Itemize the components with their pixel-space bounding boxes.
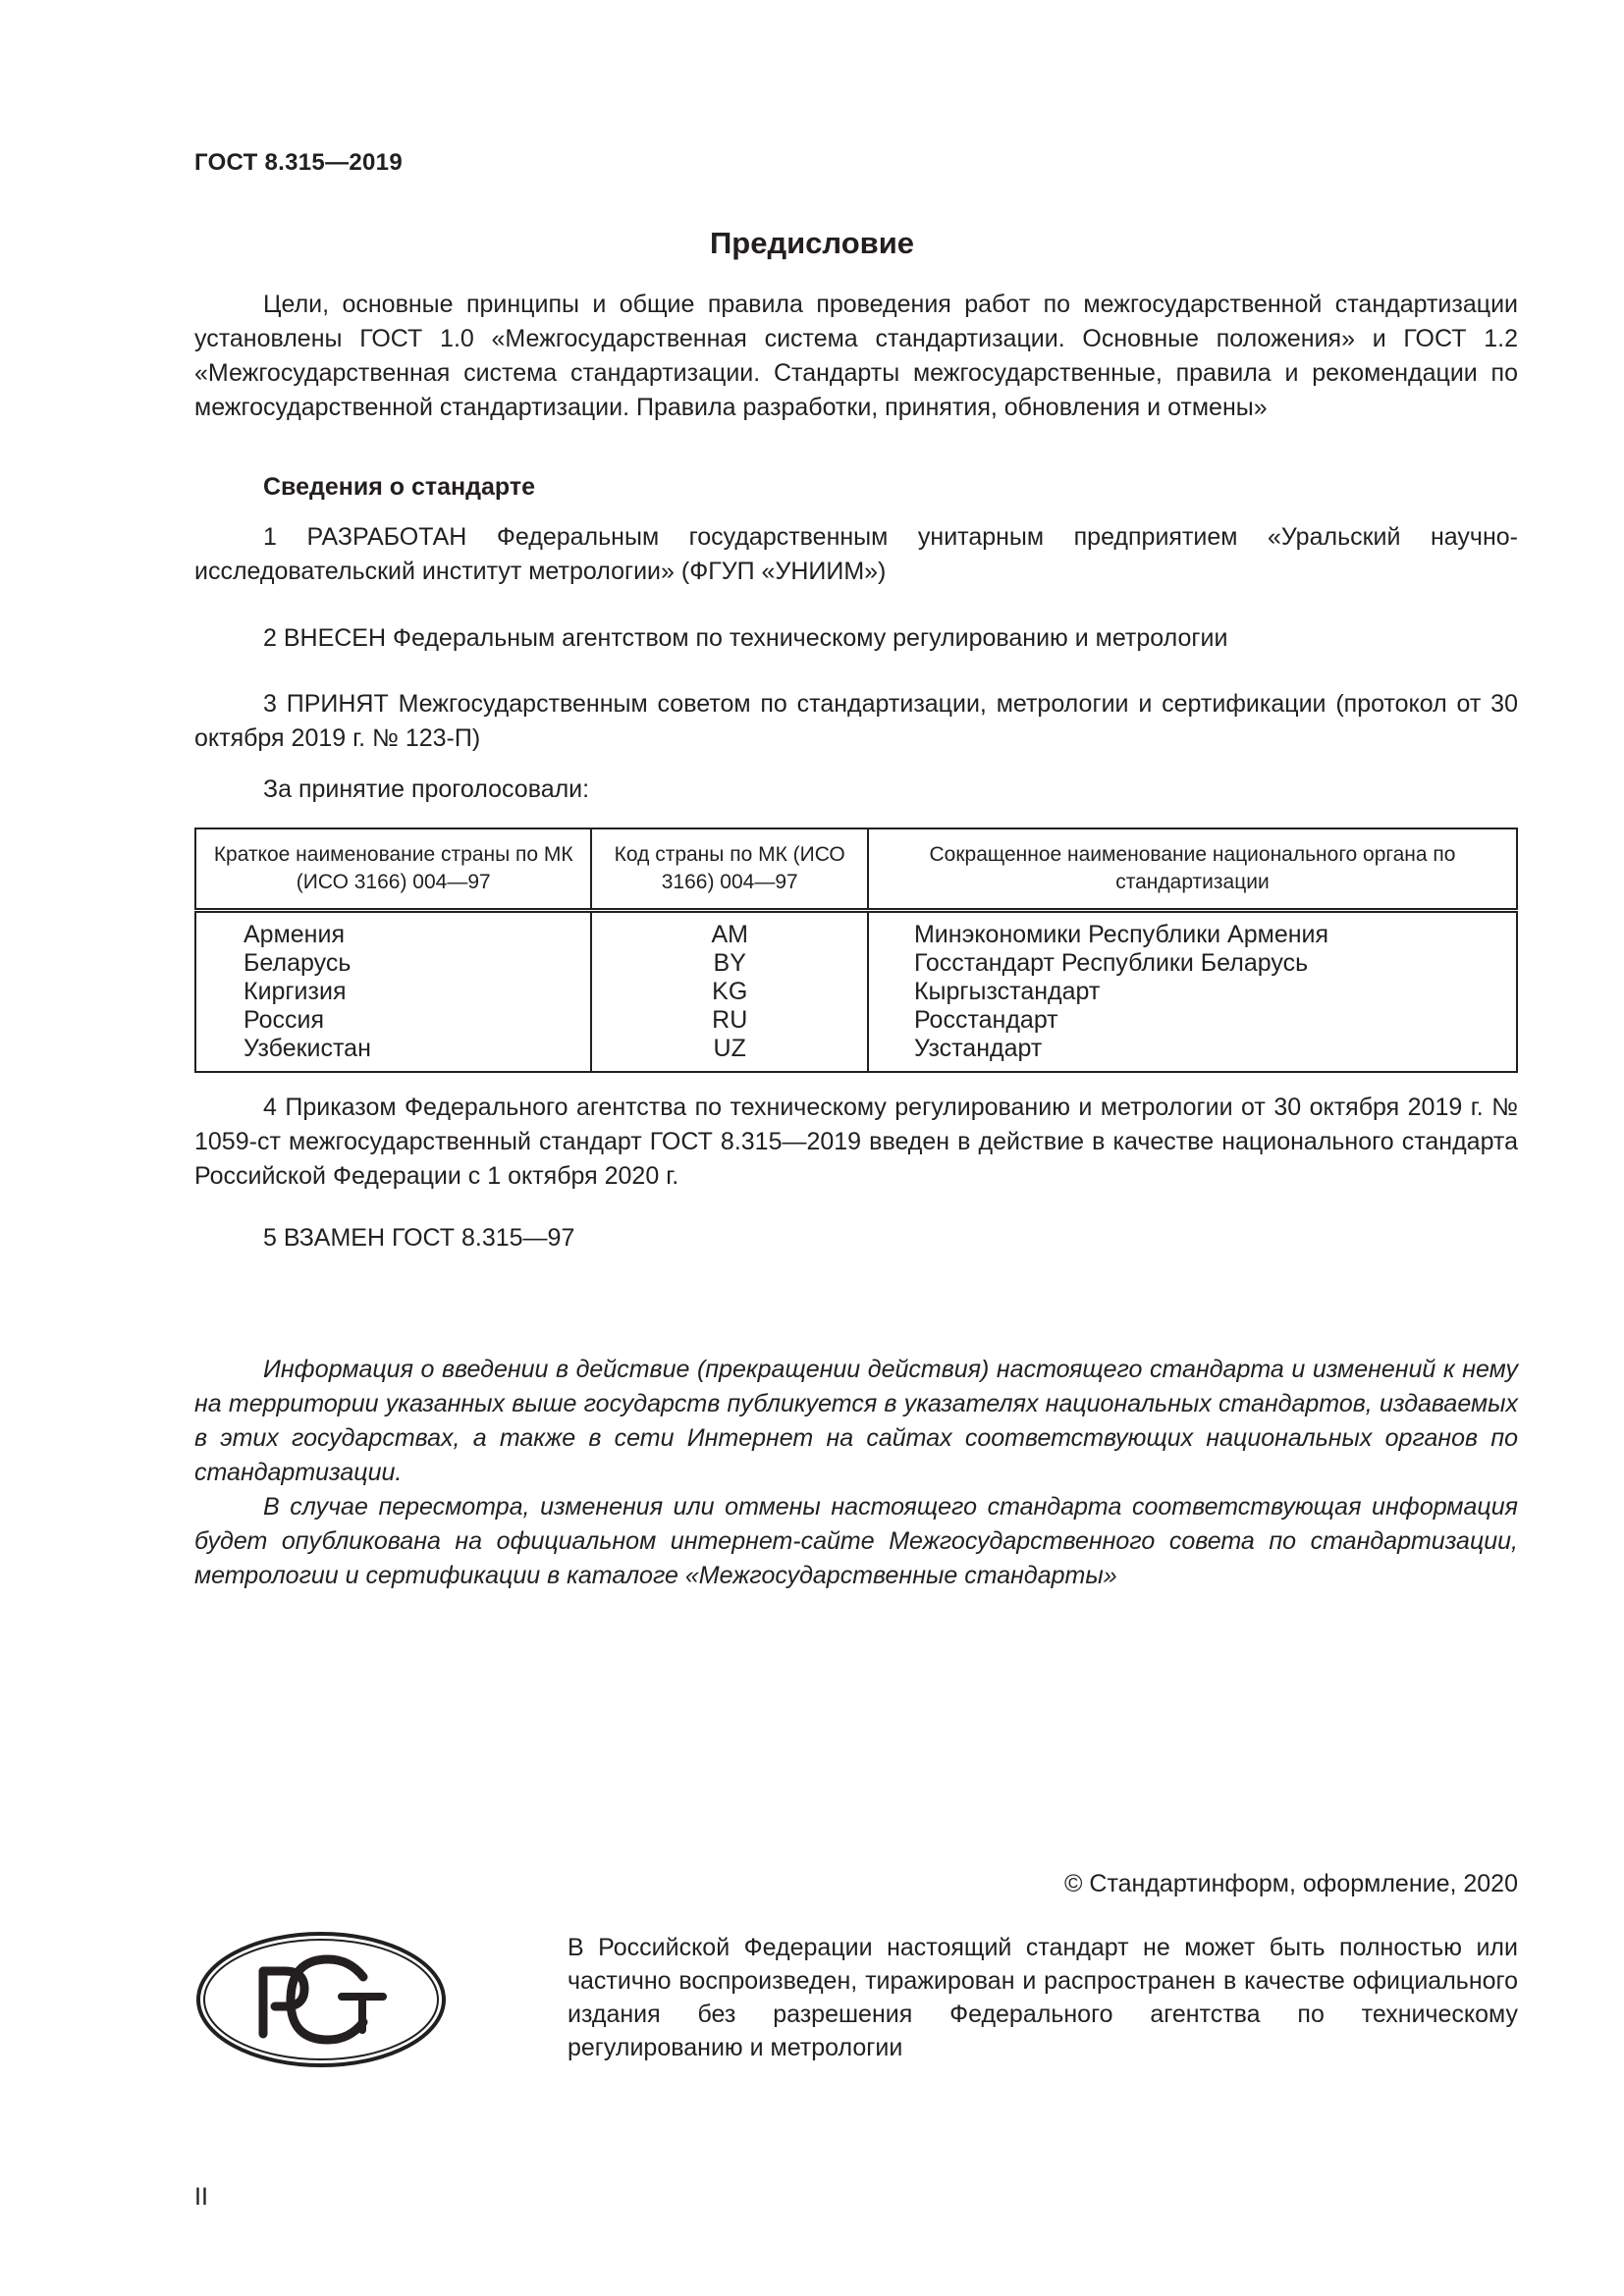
document-code: ГОСТ 8.315—2019 — [194, 149, 403, 176]
country-code: AM — [711, 921, 748, 948]
country-code: UZ — [713, 1035, 746, 1062]
voted-label: За принятие проголосовали: — [263, 775, 590, 803]
rights-paragraph — [568, 1931, 1518, 2064]
page-title: Предисловие — [709, 226, 914, 260]
country-names-cell — [195, 911, 591, 1073]
notice-paragraph-2 — [194, 1490, 1518, 1593]
item-2 — [194, 621, 1518, 656]
item-1 — [194, 520, 1518, 589]
country-code: RU — [712, 1006, 748, 1034]
item-3-text: 3 ПРИНЯТ Межгосударственным советом по стандартизации, метрологии и сертификации (протокол от 30 октября 2019 г. № 123-П) — [194, 690, 1518, 752]
country-name: Беларусь — [244, 949, 352, 977]
table-body-row — [195, 911, 1517, 1073]
country-code: KG — [712, 978, 748, 1005]
country-codes-cell — [591, 911, 868, 1073]
country-name: Киргизия — [244, 978, 347, 1005]
intro-paragraph — [194, 288, 1518, 425]
info-heading: Сведения о стандарте — [263, 473, 536, 501]
country-code: BY — [713, 949, 746, 977]
rights-text: В Российской Федерации настоящий стандарт не может быть полностью или частично воспроизведен, тиражирован и распространен в качестве официального издания без разрешения Федерального агентства по техническому регулированию и метрологии — [568, 1934, 1518, 2061]
notice-paragraph-1 — [194, 1353, 1518, 1490]
intro-text: Цели, основные принципы и общие правила проведения работ по межгосударственной стандартизации установлены ГОСТ 1.0 «Межгосударственная система стандартизации. Основные положения» и ГОСТ 1.2 «Межгосударственная система стандартизации. Стандарты межгосударственные, правила и рекомендации по межгосударственной стандартизации. Правила разработки, принятия, обновления и отмены» — [194, 291, 1518, 421]
voting-table — [194, 828, 1518, 1073]
rst-certification-mark-icon — [194, 1930, 448, 2074]
item-1-text: 1 РАЗРАБОТАН Федеральным государственным унитарным предприятием «Уральский научно-исследовательский институт метрологии» (ФГУП «УНИИМ») — [194, 523, 1518, 585]
country-name: Узбекистан — [244, 1035, 371, 1062]
copyright-line: © Стандартинформ, оформление, 2020 — [1064, 1870, 1518, 1897]
item-3 — [194, 687, 1518, 756]
item-4-text: 4 Приказом Федерального агентства по техническому регулированию и метрологии от 30 октября 2019 г. № 1059-ст межгосударственный стандарт ГОСТ 8.315—2019 введен в действие в качестве национального стандарта Российской Федерации с 1 октября 2020 г. — [194, 1094, 1518, 1190]
item-5 — [194, 1221, 1518, 1255]
standards-body: Минэкономики Республики Армения — [913, 921, 1329, 948]
standards-body: Госстандарт Республики Беларусь — [913, 949, 1309, 977]
notice-1-text: Информация о введении в действие (прекращении действия) настоящего стандарта и изменений к нему на территории указанных выше государств публикуется в указателях национальных стандартов, издаваемых в этих государствах, а также в сети Интернет на сайтах соответствующих национальных органов по стандартизации. — [194, 1356, 1518, 1486]
standards-body: Узстандарт — [913, 1035, 1043, 1062]
table-header-row — [195, 828, 1517, 911]
standards-body: Кыргызстандарт — [913, 978, 1101, 1005]
country-name: Армения — [244, 921, 345, 948]
standards-bodies-cell — [868, 911, 1517, 1073]
page-number: II — [194, 2183, 208, 2211]
notice-2-text: В случае пересмотра, изменения или отмены настоящего стандарта соответствующая информация будет опубликована на официальном интернет-сайте Межгосударственного совета по стандартизации, метрологии и сертификации в каталоге «Межгосударственные стандарты» — [194, 1493, 1518, 1589]
header-standards-body: Сокращенное наименование национального органа по стандартизации — [868, 828, 1517, 911]
header-country-code: Код страны по МК (ИСО 3166) 004—97 — [591, 828, 868, 911]
country-name: Россия — [244, 1006, 324, 1034]
item-4 — [194, 1091, 1518, 1194]
item-2-text: 2 ВНЕСЕН Федеральным агентством по техническому регулированию и метрологии — [263, 624, 1228, 652]
standards-body: Росстандарт — [913, 1006, 1058, 1034]
item-5-text: 5 ВЗАМЕН ГОСТ 8.315—97 — [263, 1224, 575, 1252]
header-country-name: Краткое наименование страны по МК (ИСО 3166) 004—97 — [195, 828, 591, 911]
